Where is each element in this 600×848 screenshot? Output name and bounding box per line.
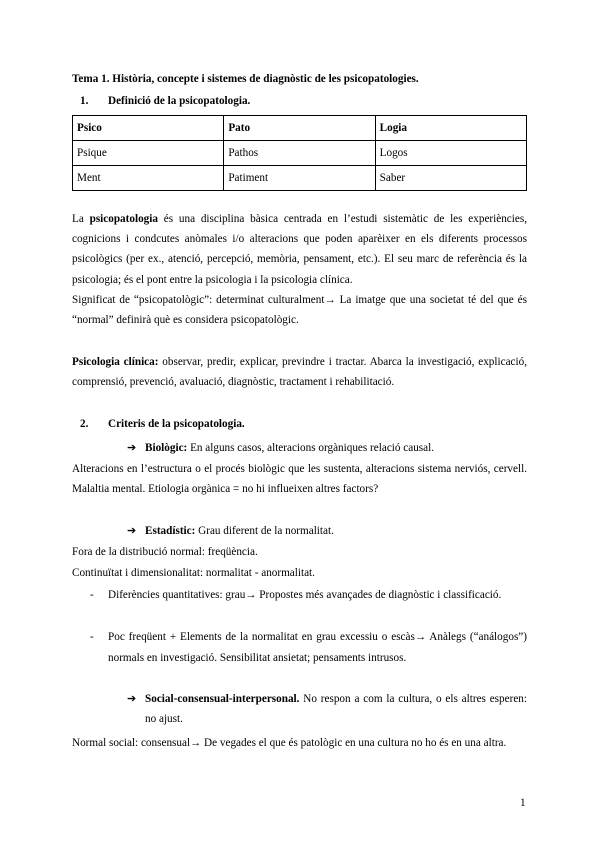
definition-term: psicopatologia (89, 213, 158, 225)
section-2-heading (80, 418, 245, 430)
table-header-cell: Psico (73, 116, 224, 141)
section-2-title: Criteris de la psicopatologia. (108, 418, 245, 430)
section-2-number: 2. (80, 418, 89, 430)
criterion-statistical (127, 521, 334, 541)
criterion-statistical-term: Estadístic: (145, 525, 196, 537)
clinical-text: observar, predir, explicar, previndre i tractar. Abarca la investigació, explicació, comprensió, prevenció, avaluació, diagnòstic, tractament i rehabilitació. (72, 356, 527, 389)
table-header-cell: Logia (375, 116, 526, 141)
table-header-cell: Pato (224, 116, 375, 141)
criterion-social (127, 689, 527, 729)
page-number: 1 (520, 797, 526, 809)
definition-paragraph (72, 209, 527, 290)
etymology-table (72, 115, 527, 191)
clinical-term: Psicologia clínica: (72, 356, 159, 368)
arrow-icon: ➔ (127, 525, 137, 537)
criterion-biological-term: Biològic: (145, 442, 188, 454)
table-header-row (73, 116, 527, 141)
list-item (90, 585, 527, 606)
list-item-text: Poc freqüent + Elements de la normalitat en grau excessiu o escàs→ Anàlegs (“análogos”) normals en investigació. Sensibilitat ansietat; pensaments intrusos. (108, 631, 527, 664)
list-item-text: Diferències quantitatives: grau→ Propostes més avançades de diagnòstic i classificació. (108, 589, 502, 601)
dash-marker: - (90, 589, 94, 601)
criterion-social-text: No respon a com la cultura, o els altres esperen: no ajust. (145, 693, 527, 725)
statistical-line-2: Continuïtat i dimensionalitat: normalitat - anormalitat. (72, 567, 315, 579)
criterion-statistical-text: Grau diferent de la normalitat. (195, 525, 334, 537)
clinical-paragraph (72, 352, 527, 392)
meaning-paragraph: Significat de “psicopatològic”: determinat culturalment→ La imatge que una societat té del que és “normal” definirà què es considera psicopatològic. (72, 294, 527, 327)
section-1-title: Definició de la psicopatologia. (108, 95, 251, 107)
section-1-heading (80, 95, 250, 107)
table-cell: Logos (375, 141, 526, 166)
arrow-icon: ➔ (127, 442, 137, 454)
table-cell: Ment (73, 166, 224, 191)
table-cell: Patiment (224, 166, 375, 191)
section-1-number: 1. (80, 95, 89, 107)
table-cell: Pathos (224, 141, 375, 166)
social-detail: Normal social: consensual→ De vegades el que és patològic en una cultura no ho és en una altra. (72, 737, 507, 749)
criterion-biological-text: En alguns casos, alteracions orgàniques relació causal. (187, 442, 435, 454)
dash-marker: - (90, 631, 94, 643)
document-title: Tema 1. Història, concepte i sistemes de diagnòstic de les psicopatologies. (72, 73, 419, 85)
table-row (73, 166, 527, 191)
statistical-line-1: Fora de la distribució normal: freqüència. (72, 546, 258, 558)
criterion-biological (127, 438, 434, 458)
definition-pre: La (72, 213, 90, 225)
table-cell: Saber (375, 166, 526, 191)
arrow-icon: ➔ (127, 693, 137, 705)
table-cell: Psique (73, 141, 224, 166)
definition-text: és una disciplina bàsica centrada en l’estudi sistemàtic de les experiències, cognicions i condcutes anòmales i/o alteracions que poden aparèixer en els diferents processos psicològics (per ex., atenció, percepció, memòria, pensament, etc.). El seu marc de referència és la psicologia; és el pont entre la psicologia i la psicologia clínica. (72, 213, 527, 286)
list-item (90, 627, 527, 668)
biological-detail: Alteracions en l’estructura o el procés biològic que les sustenta, alteracions sistema nerviós, cervell. Malaltia mental. Etiologia orgànica = no hi influeixen altres factors? (72, 463, 527, 496)
table-row (73, 141, 527, 166)
criterion-social-term: Social-consensual-interpersonal. (145, 693, 300, 705)
